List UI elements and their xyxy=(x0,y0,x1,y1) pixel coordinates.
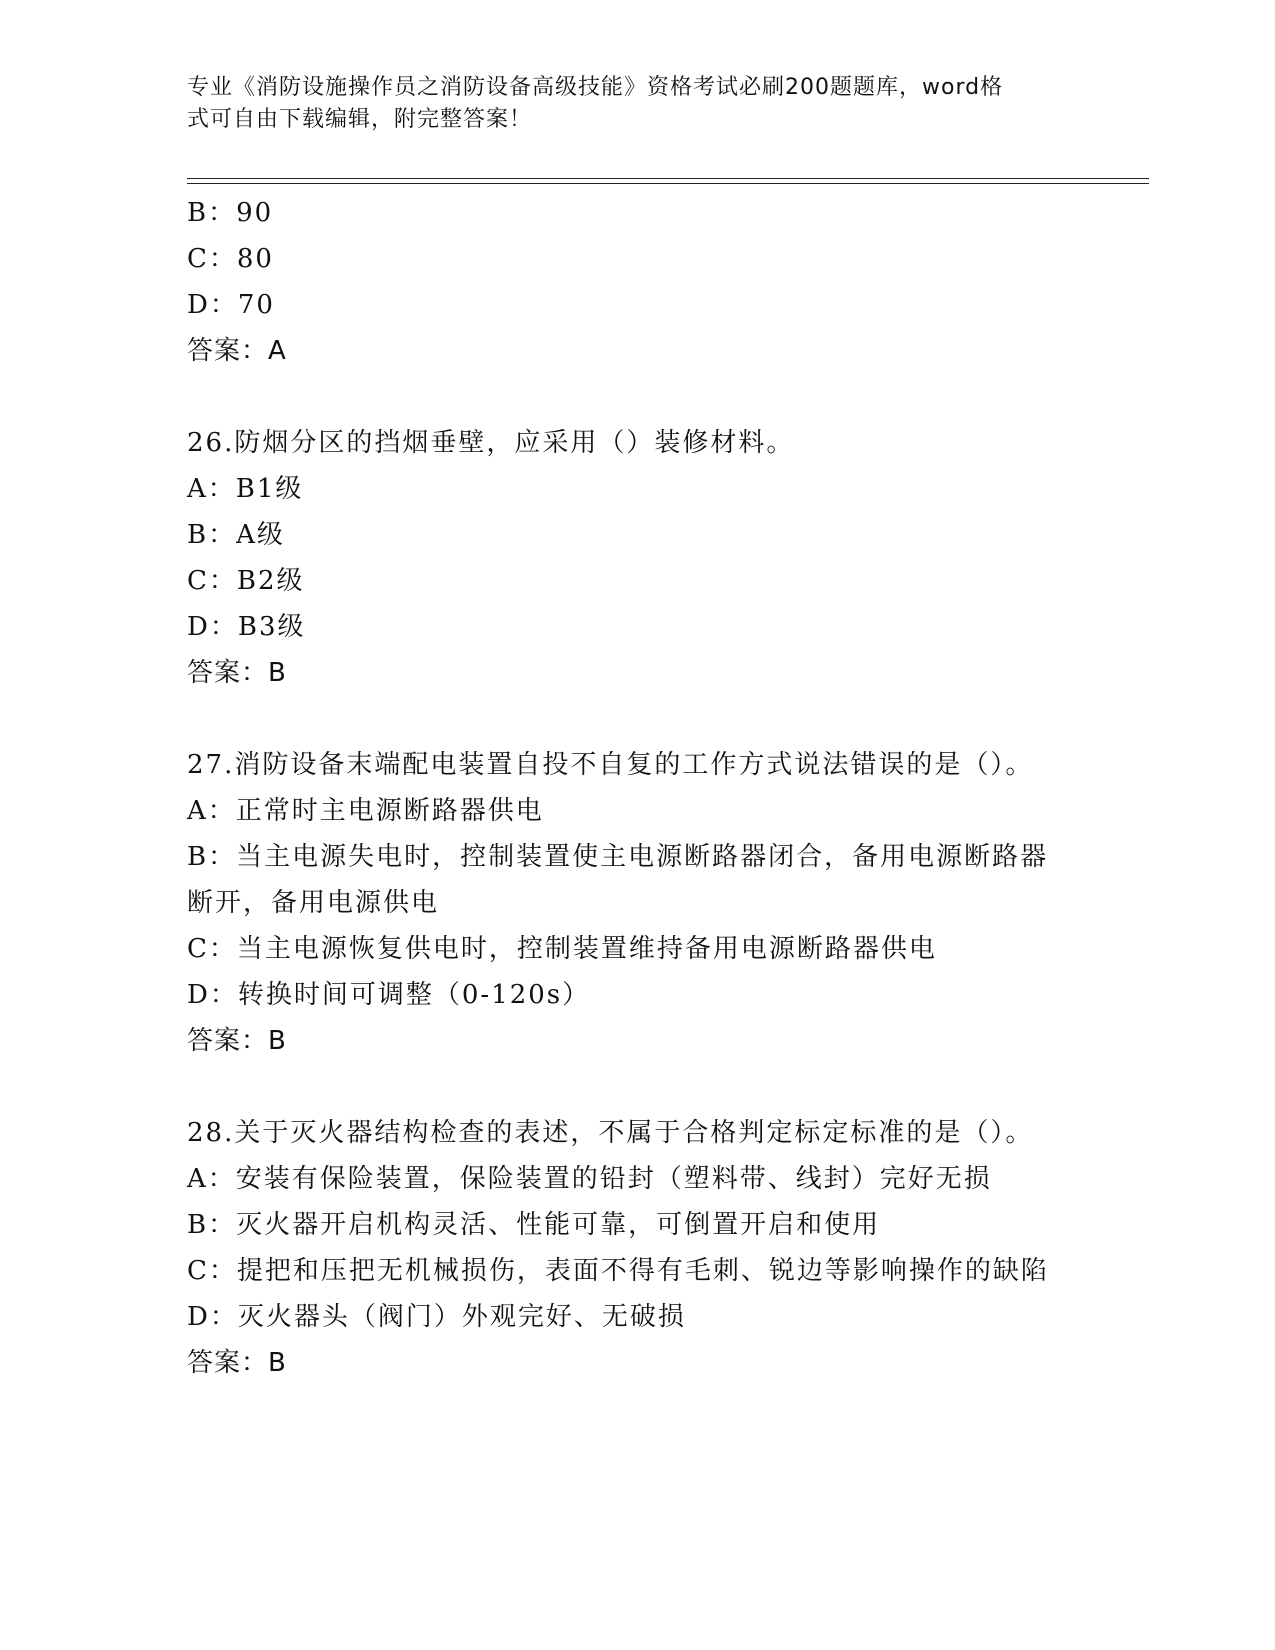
question-27-block xyxy=(187,742,1087,1064)
question-stem: 28.关于灭火器结构检查的表述，不属于合格判定标定标准的是（）。 xyxy=(187,1118,1034,1148)
option-a: A：正常时主电源断路器供电 xyxy=(187,796,544,826)
option-c: C：当主电源恢复供电时，控制装置维持备用电源断路器供电 xyxy=(187,934,937,964)
option-b: B：当主电源失电时，控制装置使主电源断路器闭合，备用电源断路器 xyxy=(187,842,1049,872)
option-b: B：A级 xyxy=(187,520,285,550)
answer-line: 答案：B xyxy=(187,1348,287,1378)
option-a: A：安装有保险装置，保险装置的铅封（塑料带、线封）完好无损 xyxy=(187,1164,992,1194)
option-d: D：B3级 xyxy=(187,612,306,642)
option-d: D：灭火器头（阀门）外观完好、无破损 xyxy=(187,1302,686,1332)
prev-question-block xyxy=(187,190,1087,374)
question-list xyxy=(187,190,1087,1386)
option-b: B：90 xyxy=(187,198,274,228)
question-28-block xyxy=(187,1110,1087,1386)
document-header xyxy=(187,72,1067,136)
option-b: B：灭火器开启机构灵活、性能可靠，可倒置开启和使用 xyxy=(187,1210,881,1240)
answer-line: 答案：A xyxy=(187,336,287,366)
header-line-2: 式可自由下载编辑，附完整答案！ xyxy=(187,107,533,132)
option-b-continued: 断开，备用电源供电 xyxy=(187,888,440,918)
header-line-1: 专业《消防设施操作员之消防设备高级技能》资格考试必刷200题题库，word格 xyxy=(187,75,1004,100)
question-stem: 27.消防设备末端配电装置自投不自复的工作方式说法错误的是（）。 xyxy=(187,750,1034,780)
option-a: A：B1级 xyxy=(187,474,304,504)
answer-line: 答案：B xyxy=(187,658,287,688)
answer-line: 答案：B xyxy=(187,1026,287,1056)
question-stem: 26.防烟分区的挡烟垂壁，应采用（）装修材料。 xyxy=(187,428,795,458)
header-divider-bottom xyxy=(187,183,1149,184)
option-c: C：80 xyxy=(187,244,274,274)
option-d: D：70 xyxy=(187,290,275,320)
question-26-block xyxy=(187,420,1087,696)
option-c: C：提把和压把无机械损伤，表面不得有毛刺、锐边等影响操作的缺陷 xyxy=(187,1256,1049,1286)
option-d: D：转换时间可调整（0-120s） xyxy=(187,980,591,1010)
header-divider-top xyxy=(187,178,1149,179)
option-c: C：B2级 xyxy=(187,566,305,596)
